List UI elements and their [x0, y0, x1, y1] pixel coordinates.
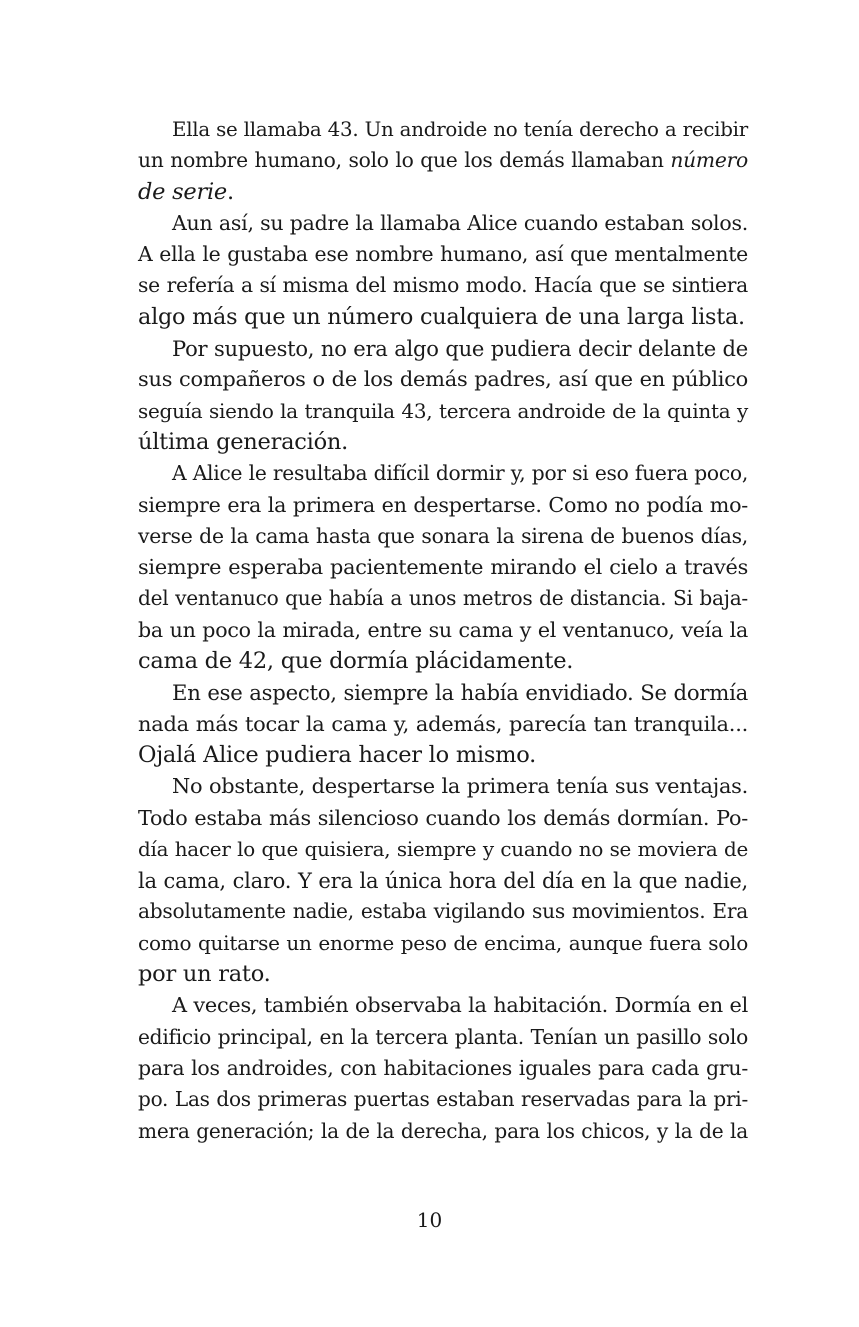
text-line [138, 208, 748, 239]
line-text: cama de 42, que dormía plácidamente. [138, 648, 574, 675]
text-line [138, 427, 748, 458]
line-text: por un rato. [138, 961, 271, 988]
line-text: sus compañeros o de los demás padres, así que en público [138, 367, 748, 392]
text-line [138, 490, 748, 521]
line-text: seguía siendo la tranquila 43, tercera androide de la quinta y [138, 398, 748, 423]
line-text: No obstante, despertarse la primera tenía sus ventajas. [172, 774, 748, 799]
text-line [138, 177, 748, 208]
body-text [138, 114, 748, 1147]
line-text: para los androides, con habitaciones iguales para cada gru- [138, 1055, 748, 1080]
text-line [138, 677, 748, 708]
text-line [138, 583, 748, 614]
line-text: absolutamente nadie, estaba vigilando sus movimientos. Era [138, 899, 748, 924]
text-line [138, 615, 748, 646]
text-line [138, 896, 748, 927]
text-line [138, 396, 748, 427]
text-line [138, 145, 748, 176]
line-text: Por supuesto, no era algo que pudiera decir delante de [172, 336, 748, 362]
line-text: última generación. [138, 428, 349, 455]
text-line [138, 990, 748, 1021]
text-line [138, 803, 748, 834]
line-text: A veces, también observaba la habitación. Dormía en el [172, 993, 748, 1018]
text-line [138, 865, 748, 896]
text-line [138, 302, 748, 333]
text-line [138, 928, 748, 959]
line-text: siempre esperaba pacientemente mirando el cielo a través [138, 555, 748, 580]
line-text: Todo estaba más silencioso cuando los demás dormían. Po- [138, 805, 748, 830]
text-line [138, 552, 748, 583]
line-text: po. Las dos primeras puertas estaban reservadas para la pri- [138, 1087, 748, 1112]
text-line [138, 270, 748, 301]
text-line [138, 239, 748, 270]
text-line [138, 333, 748, 364]
line-text: edificio principal, en la tercera planta. Tenían un pasillo solo [138, 1024, 748, 1049]
line-text: nada más tocar la cama y, además, parecía tan tranquila... [138, 711, 748, 736]
line-text: Aun así, su padre la llamaba Alice cuando estaban solos. [172, 210, 748, 235]
text-line [138, 458, 748, 489]
line-text: siempre era la primera en despertarse. Como no podía mo- [138, 492, 748, 517]
italic-term: número [670, 148, 748, 173]
line-text: algo más que un número cualquiera de una larga lista. [138, 303, 745, 330]
page-number: 10 [416, 1208, 443, 1232]
line-text: Ella se llamaba 43. Un androide no tenía derecho a recibir [172, 118, 748, 141]
text-line [138, 771, 748, 802]
line-text: un nombre humano, solo lo que los demás llamaban [138, 148, 671, 173]
text-line [138, 521, 748, 552]
line-text: mera generación; la de la derecha, para los chicos, y la de la [138, 1118, 748, 1143]
line-text: En ese aspecto, siempre la había envidiado. Se dormía [172, 680, 748, 706]
text-line [138, 834, 748, 865]
text-line [138, 1116, 748, 1147]
line-text: Ojalá Alice pudiera hacer lo mismo. [138, 741, 537, 768]
line-text: A Alice le resultaba difícil dormir y, por si eso fuera poco, [172, 461, 748, 486]
line-text: ba un poco la mirada, entre su cama y el ventanuco, veía la [138, 617, 748, 642]
line-text: se refería a sí misma del mismo modo. Hacía que se sintiera [138, 273, 748, 298]
text-line [138, 709, 748, 740]
line-text: como quitarse un enorme peso de encima, aunque fuera solo [138, 930, 748, 955]
text-line [138, 114, 748, 145]
text-line [138, 1084, 748, 1115]
text-line [138, 364, 748, 395]
line-text: verse de la cama hasta que sonara la sirena de buenos días, [138, 523, 748, 548]
line-text: la cama, claro. Y era la única hora del día en la que nadie, [138, 868, 748, 894]
italic-term: de serie [138, 178, 227, 205]
text-line [138, 1053, 748, 1084]
text-line [138, 646, 748, 677]
text-line [138, 959, 748, 990]
line-tail: . [227, 178, 234, 205]
line-text: del ventanuco que había a unos metros de distancia. Si baja- [138, 586, 748, 611]
text-line [138, 740, 748, 771]
text-line [138, 1022, 748, 1053]
line-text: día hacer lo que quisiera, siempre y cuando no se moviera de [138, 837, 748, 861]
line-text: A ella le gustaba ese nombre humano, así que mentalmente [138, 242, 748, 267]
